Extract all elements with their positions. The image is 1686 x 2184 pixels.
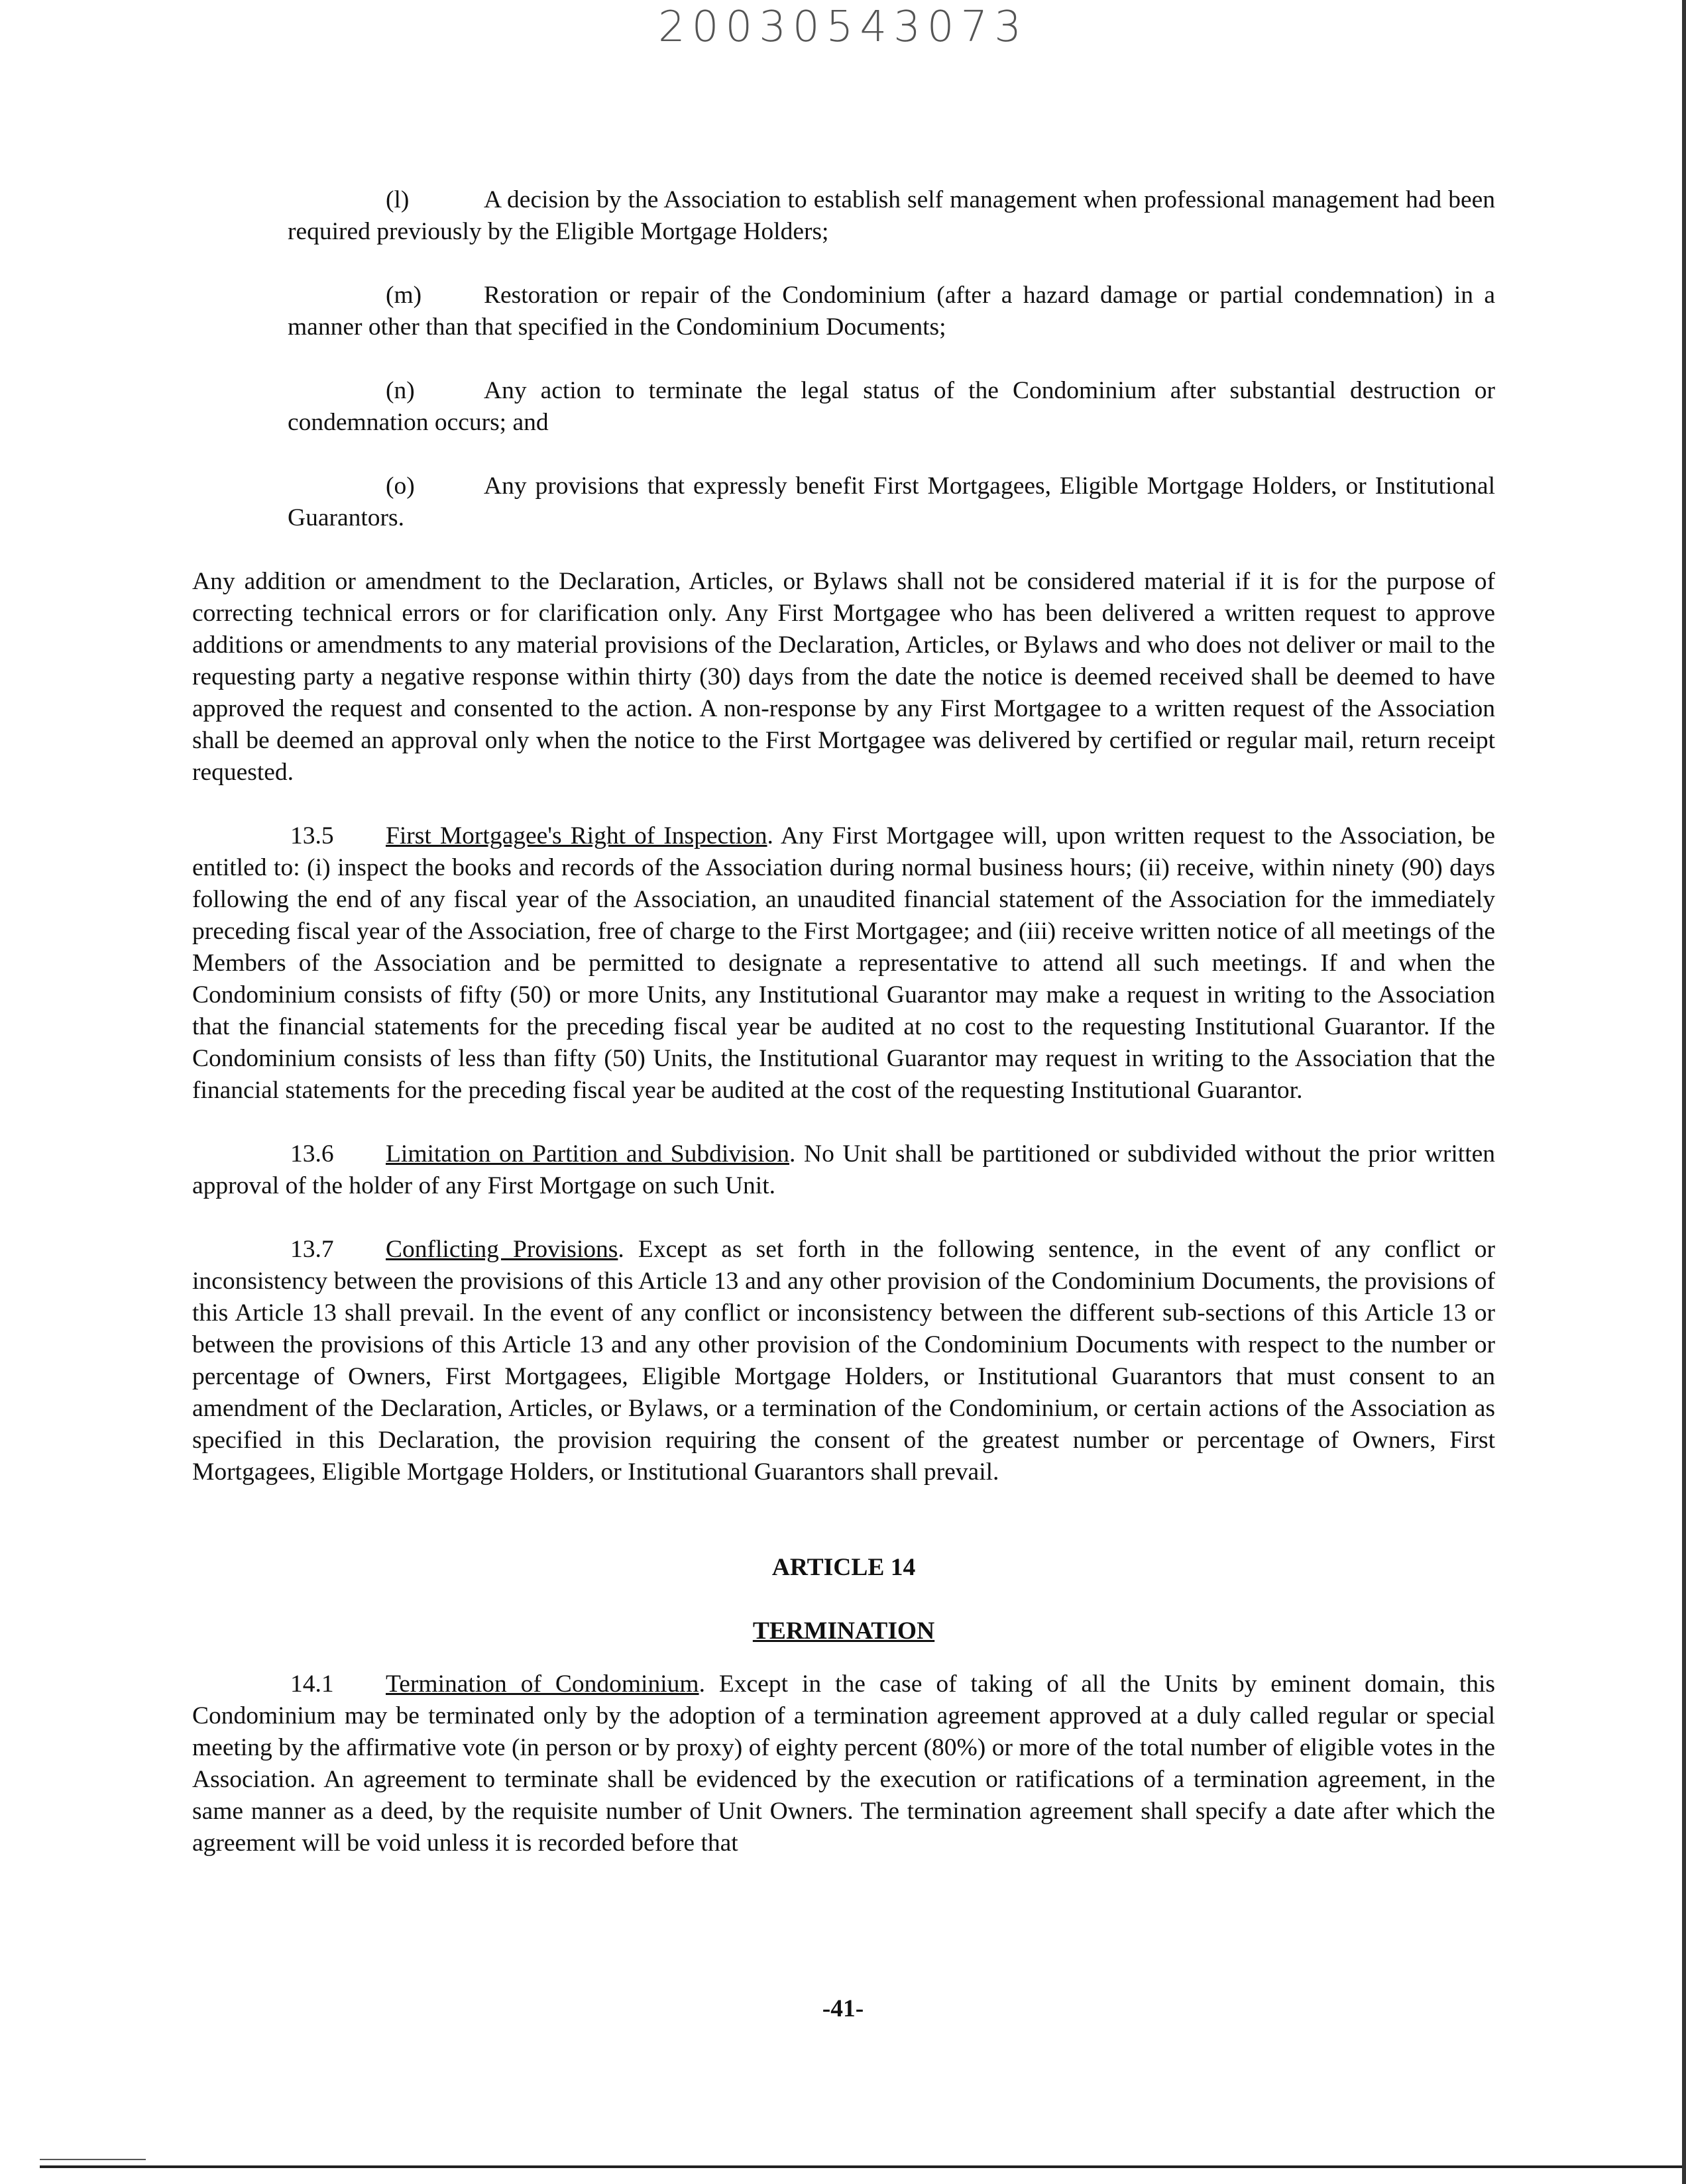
section-number: 14.1: [290, 1670, 334, 1698]
section-14-1: [192, 1668, 1495, 1859]
section-heading: Termination of Condominium: [386, 1670, 699, 1698]
item-text: Any provisions that expressly benefit First Mortgagees, Eligible Mortgage Holders, or Institutional Guarantors.: [288, 472, 1495, 531]
footer-rule: [40, 2165, 1686, 2168]
section-text: . No Unit shall be partitioned or subdivided without the prior written approval of the holder of any First Mortgage on such Unit.: [192, 1140, 1496, 1199]
footer-rule-short: [40, 2159, 146, 2160]
page-number: -41-: [822, 1995, 864, 2022]
list-item-o: [288, 470, 1495, 534]
article-number: ARTICLE 14: [771, 1554, 916, 1581]
list-item-l: [288, 184, 1495, 248]
section-number: 13.6: [290, 1140, 334, 1168]
item-label: (o): [386, 472, 415, 500]
article-title: TERMINATION: [752, 1617, 935, 1645]
item-label: (n): [386, 377, 415, 404]
item-text: Restoration or repair of the Condominium (after a hazard damage or partial condemnation) in a manner other than that specified in the Condominium Documents;: [288, 282, 1495, 341]
addition-paragraph: Any addition or amendment to the Declaration, Articles, or Bylaws shall not be considered material if it is for the purpose of correcting technical errors or for clarification only. Any First Mortgagee who has been delivered a written request to approve additions or amendments to any material provisions of the Declaration, Articles, or Bylaws and who does not deliver or mail to the requesting party a negative response within thirty (30) days from the date the notice is deemed received shall be deemed to have approved the request and consented to the action. A non-response by any First Mortgagee to a written request of the Association shall be deemed an approval only when the notice to the First Mortgagee was delivered by certified or regular mail, return receipt requested.: [192, 568, 1495, 786]
list-item-m: [288, 280, 1495, 343]
item-label: (l): [386, 186, 410, 213]
section-text: . Except as set forth in the following sentence, in the event of any conflict or inconsistency between the provisions of this Article 13 and any other provision of the Condominium Documents, the provisions of this Article 13 shall prevail. In the event of any conflict or inconsistency between the different sub-sections of this Article 13 or between the provisions of this Article 13 and any other provision of the Condominium Documents with respect to the number or percentage of Owners, First Mortgagees, Eligible Mortgage Holders, or Institutional Guarantors that must consent to an amendment of the Declaration, Articles, or Bylaws, or a termination of the Condominium, or certain actions of the Association as specified in this Declaration, the provision requiring the consent of the greatest number or percentage of Owners, First Mortgagees, Eligible Mortgage Holders, or Institutional Guarantors shall prevail.: [192, 1236, 1496, 1486]
section-text: . Any First Mortgagee will, upon written request to the Association, be entitled to: (i) inspect the books and records of the Association during normal business hours; (ii) receive, within ninety (90) days following the end of any fiscal year of the Association, an unaudited financial statement of the Association for the immediately preceding fiscal year of the Association, free of charge to the First Mortgagee; and (iii) receive written notice of all meetings of the Members of the Association and be permitted to designate a representative to attend all such meetings. If and when the Condominium consists of fifty (50) or more Units, any Institutional Guarantor may make a request in writing to the Association that the financial statements for the preceding fiscal year be audited at no cost to the requesting Institutional Guarantor. If the Condominium consists of less than fifty (50) Units, the Institutional Guarantor may request in writing to the Association that the financial statements for the preceding fiscal year be audited at the cost of the requesting Institutional Guarantor.: [192, 822, 1495, 1104]
section-heading: Limitation on Partition and Subdivision: [386, 1140, 789, 1168]
scan-edge: [1682, 0, 1686, 2184]
document-page: [192, 184, 1495, 1859]
list-item-n: [288, 375, 1495, 439]
document-id-stamp: 20030543073: [658, 3, 1028, 52]
item-text: Any action to terminate the legal status of the Condominium after substantial destruction or condemnation occurs; and: [288, 377, 1495, 436]
section-heading: Conflicting Provisions: [386, 1236, 618, 1263]
section-heading: First Mortgagee's Right of Inspection: [386, 822, 767, 849]
section-number: 13.7: [290, 1236, 334, 1263]
item-text: A decision by the Association to establish self management when professional management had been required previously by the Eligible Mortgage Holders;: [288, 186, 1495, 245]
section-13-6: [192, 1138, 1495, 1202]
section-number: 13.5: [290, 822, 334, 849]
section-text: . Except in the case of taking of all the Units by eminent domain, this Condominium may be terminated only by the adoption of a termination agreement approved at a duly called regular or special meeting by the affirmative vote (in person or by proxy) of eighty percent (80%) or more of the total number of eligible votes in the Association. An agreement to terminate shall be evidenced by the execution or ratifications of a termination agreement, in the same manner as a deed, by the requisite number of Unit Owners. The termination agreement shall specify a date after which the agreement will be void unless it is recorded before that: [192, 1670, 1496, 1857]
section-13-7: [192, 1234, 1495, 1488]
item-label: (m): [386, 282, 422, 309]
section-13-5: [192, 820, 1495, 1107]
